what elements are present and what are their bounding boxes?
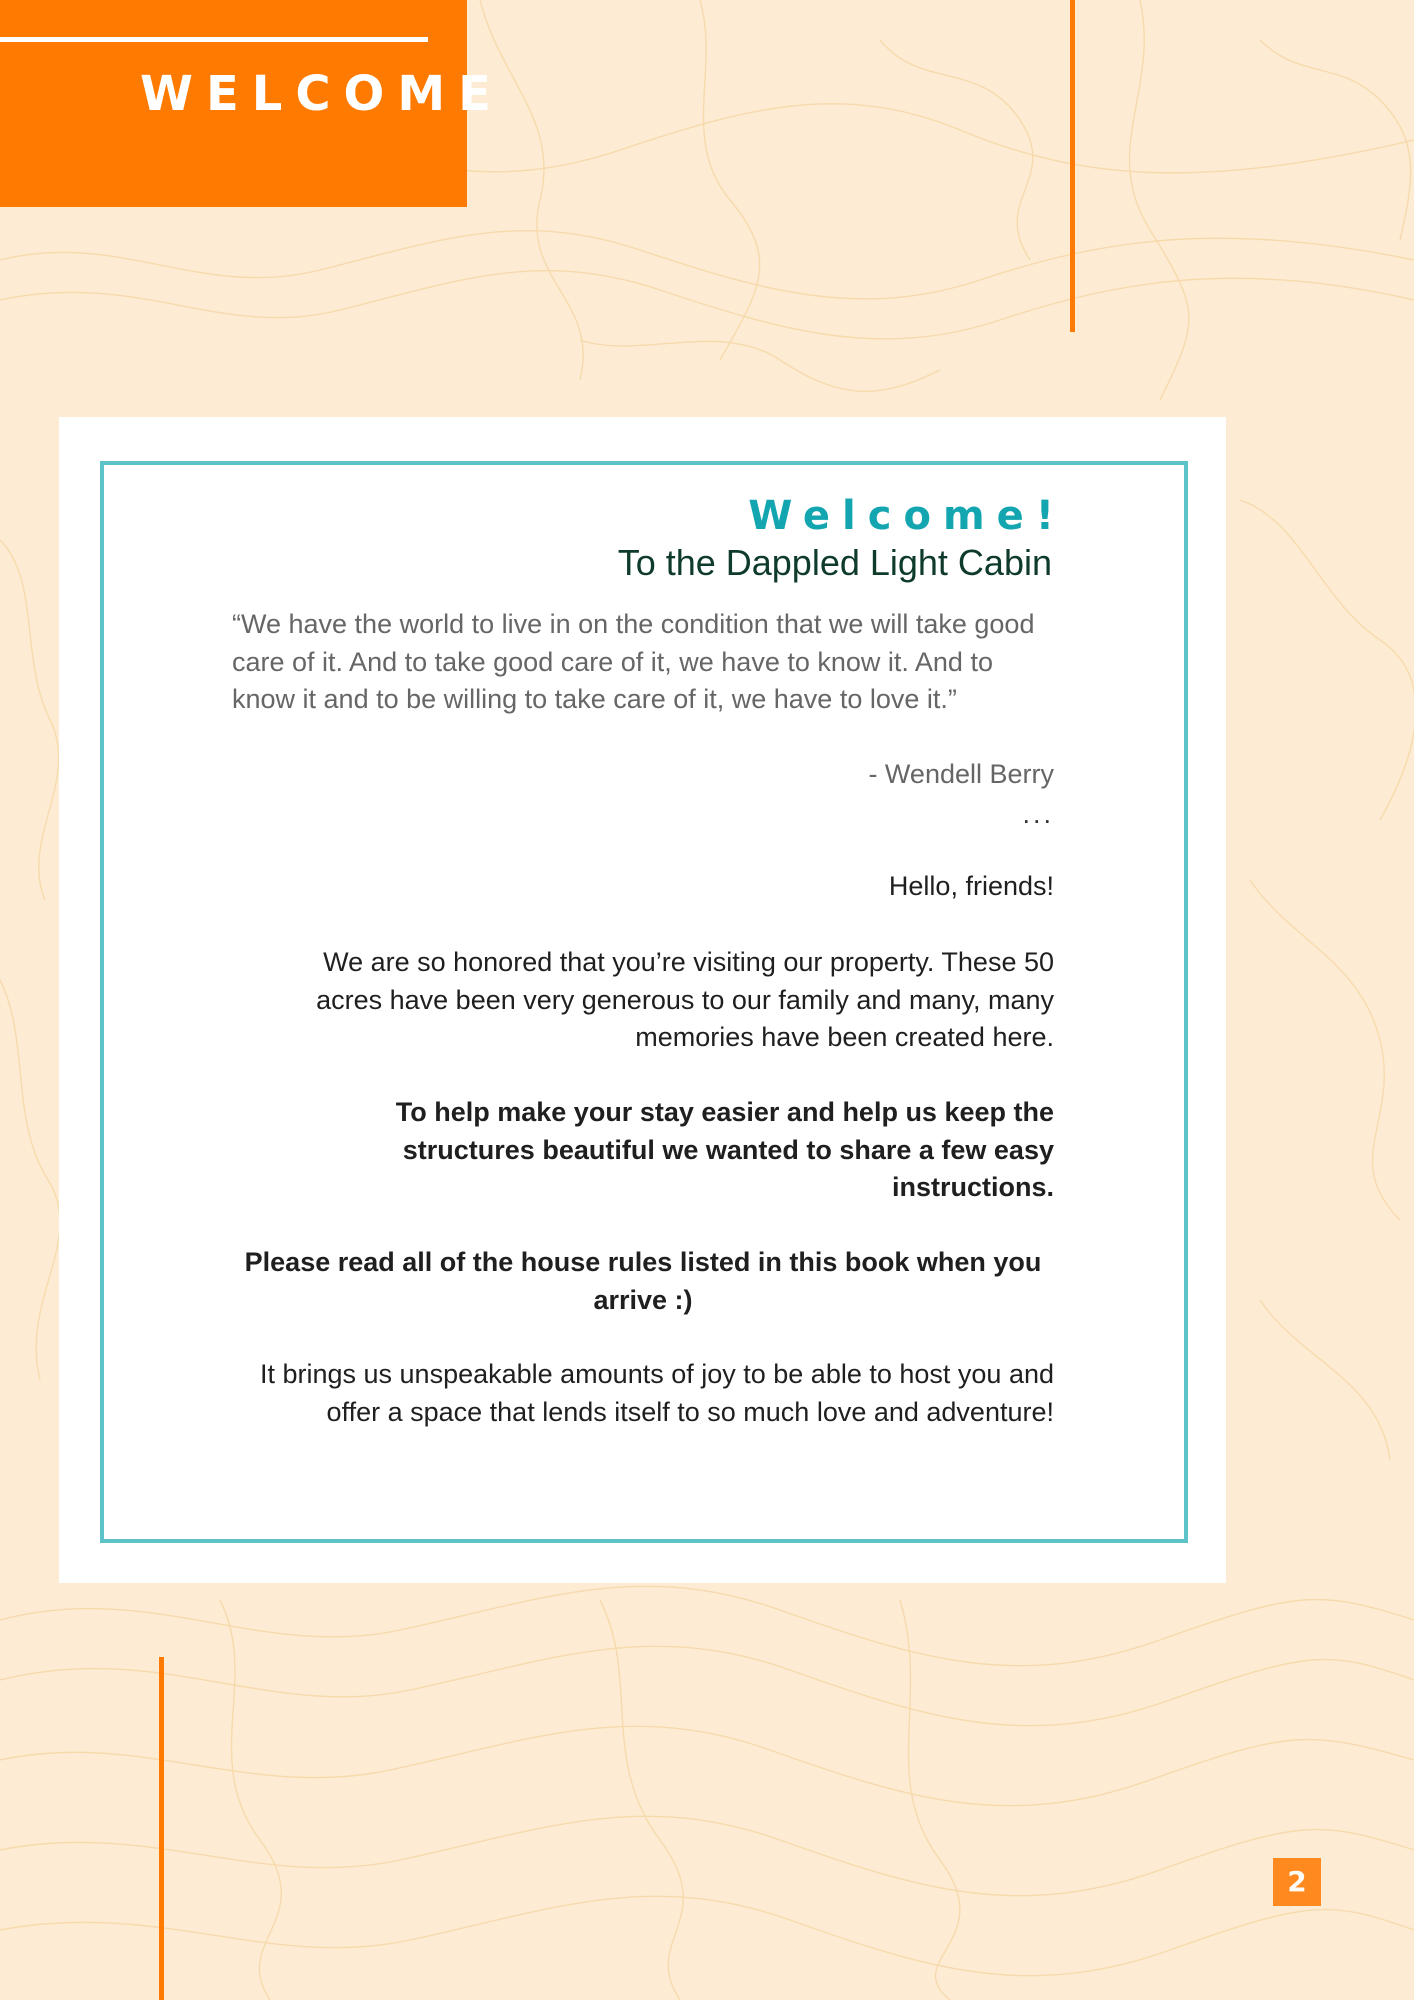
instructions-paragraph: To help make your stay easier and help us keep the structures beautiful we wanted to share a few easy instructions. [395,1097,1054,1202]
welcome-heading: Welcome! [748,493,1066,539]
header-divider [0,37,428,42]
house-rules-note: Please read all of the house rules listed in this book when you arrive :) [244,1247,1042,1315]
decorative-vertical-line-top [1070,0,1075,332]
page-number-badge: 2 [1273,1858,1321,1906]
closing-paragraph: It brings us unspeakable amounts of joy to be able to host you and offer a space that lends itself to so much love and adventure! [259,1359,1054,1427]
quote-text: “We have the world to live in on the condition that we will take good care of it. And to take good care of it, we have to know it. And to know it and to be willing to take care of it, we have to love it.” [232,609,1035,714]
cabin-subtitle: To the Dappled Light Cabin [617,542,1052,583]
section-ellipsis: ... [1022,799,1054,829]
decorative-vertical-line-bottom [159,1657,164,2000]
greeting-text: Hello, friends! [888,871,1054,901]
page-title: WELCOME [140,66,504,122]
intro-paragraph: We are so honored that you’re visiting our property. These 50 acres have been very generous to our family and many, many memories have been created here. [316,947,1054,1052]
quote-attribution: - Wendell Berry [868,759,1054,789]
